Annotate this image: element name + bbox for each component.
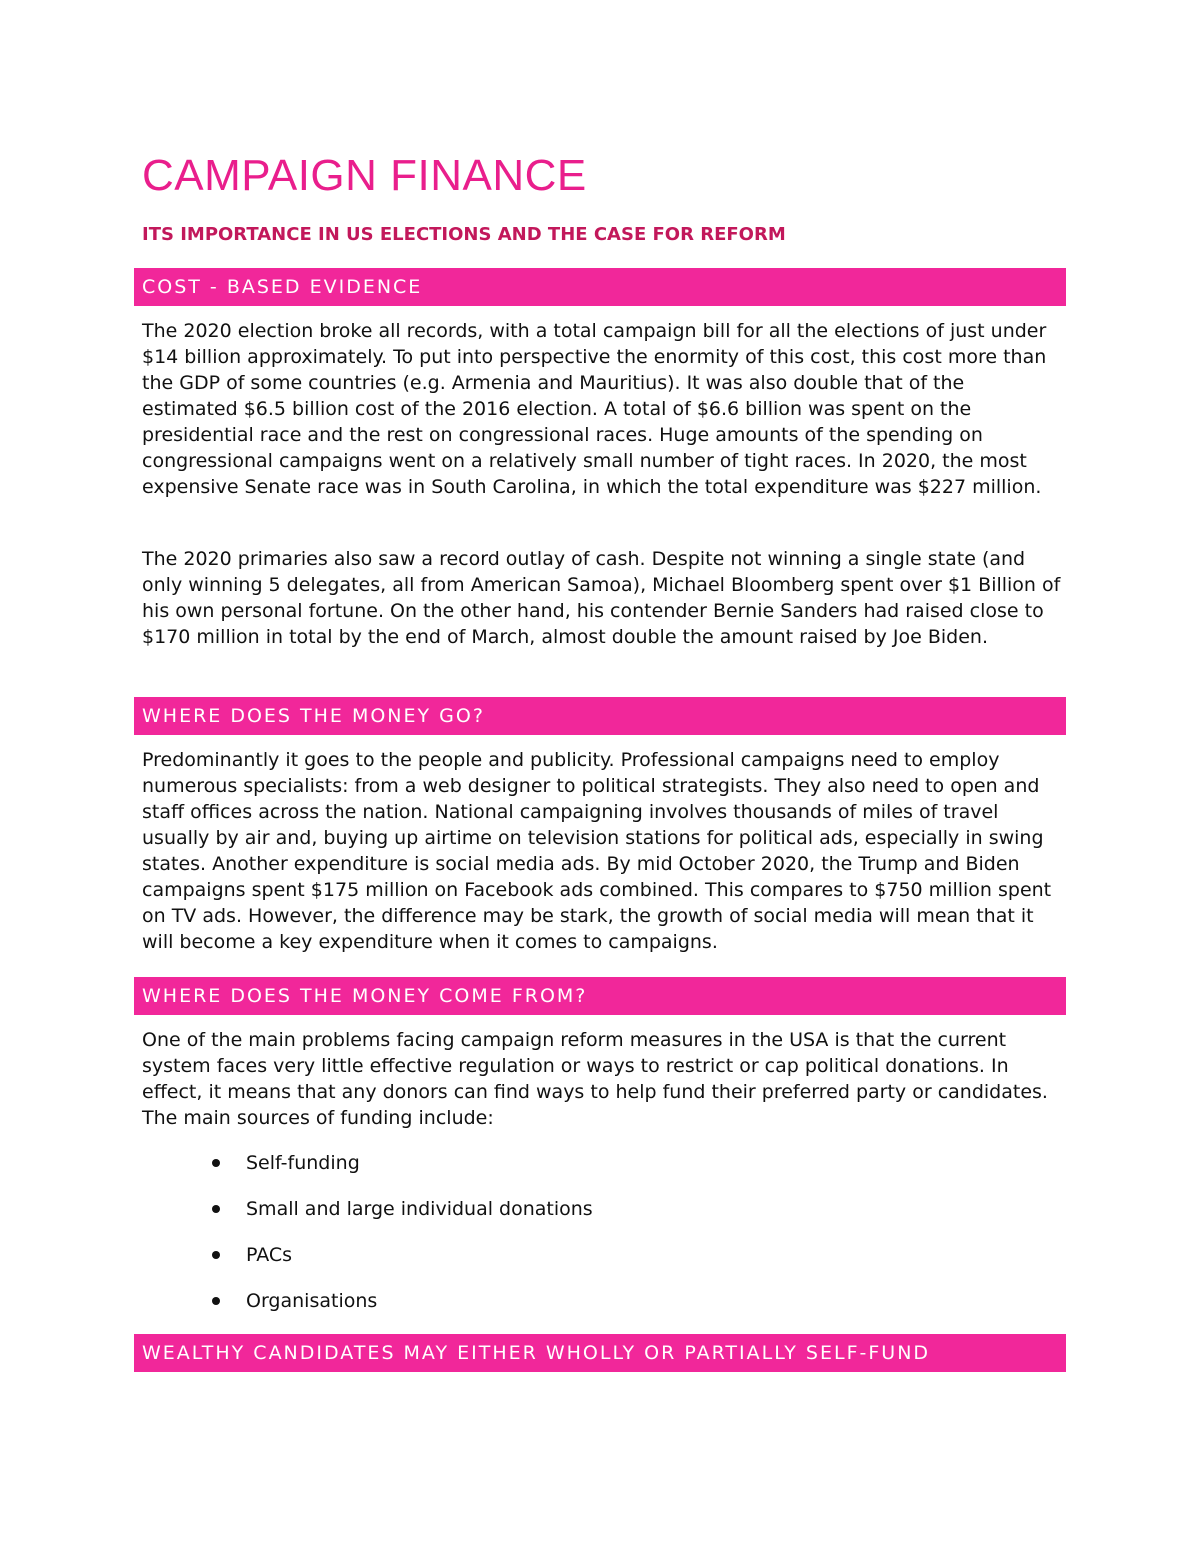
paragraph-cost-1: The 2020 election broke all records, with a total campaign bill for all the elections of just under $14 billion approximately. To put into perspective the enormity of this cost, this cost more than the GDP of some countries (e.g. Armenia and Mauritius). It was also double that of the estimated $6.5 billion cost of the 2016 election. A total of $6.6 billion was spent on the presidential race and the rest on congressional races. Huge amounts of the spending on congressional campaigns went on a relatively small number of tight races. In 2020, the most expensive Senate race was in South Carolina, in which the total expenditure was $227 million.: [142, 320, 1047, 498]
list-item: [142, 1150, 593, 1196]
list-item-text: PACs: [246, 1244, 293, 1266]
bullet-icon: [212, 1205, 220, 1213]
document-subtitle: ITS IMPORTANCE IN US ELECTIONS AND THE CASE FOR REFORM: [142, 224, 786, 245]
bullet-icon: [212, 1297, 220, 1305]
list-item-text: Small and large individual donations: [246, 1198, 593, 1220]
funding-sources-list: [142, 1150, 593, 1334]
bullet-icon: [212, 1251, 220, 1259]
list-item-text: Organisations: [246, 1290, 378, 1312]
bullet-icon: [212, 1159, 220, 1167]
section-heading-money-from: WHERE DOES THE MONEY COME FROM?: [134, 977, 1066, 1015]
paragraph-money-go: Predominantly it goes to the people and publicity. Professional campaigns need to employ numerous specialists: from a web designer to political strategists. They also need to open and staff offices across the nation. National campaigning involves thousands of miles of travel usually by air and, buying up airtime on television stations for political ads, especially in swing states. Another expenditure is social media ads. By mid October 2020, the Trump and Biden campaigns spent $175 million on Facebook ads combined. This compares to $750 million spent on TV ads. However, the difference may be stark, the growth of social media will mean that it will become a key expenditure when it comes to campaigns.: [142, 749, 1052, 953]
paragraph-cost-2: The 2020 primaries also saw a record outlay of cash. Despite not winning a single state (and only winning 5 delegates, all from American Samoa), Michael Bloomberg spent over $1 Billion of his own personal fortune. On the other hand, his contender Bernie Sanders had raised close to $170 million in total by the end of March, almost double the amount raised by Joe Biden.: [142, 548, 1061, 648]
section-heading-self-fund: WEALTHY CANDIDATES MAY EITHER WHOLLY OR PARTIALLY SELF-FUND: [134, 1334, 1066, 1372]
list-item: [142, 1196, 593, 1242]
section-heading-cost-evidence: COST - BASED EVIDENCE: [134, 268, 1066, 306]
list-item: [142, 1242, 593, 1288]
list-item: [142, 1288, 593, 1334]
section-heading-money-go: WHERE DOES THE MONEY GO?: [134, 697, 1066, 735]
document-title: CAMPAIGN FINANCE: [142, 151, 587, 200]
paragraph-money-from: One of the main problems facing campaign reform measures in the USA is that the current system faces very little effective regulation or ways to restrict or cap political donations. In effect, it means that any donors can find ways to help fund their preferred party or candidates. The main sources of funding include:: [142, 1029, 1048, 1129]
list-item-text: Self-funding: [246, 1152, 360, 1174]
